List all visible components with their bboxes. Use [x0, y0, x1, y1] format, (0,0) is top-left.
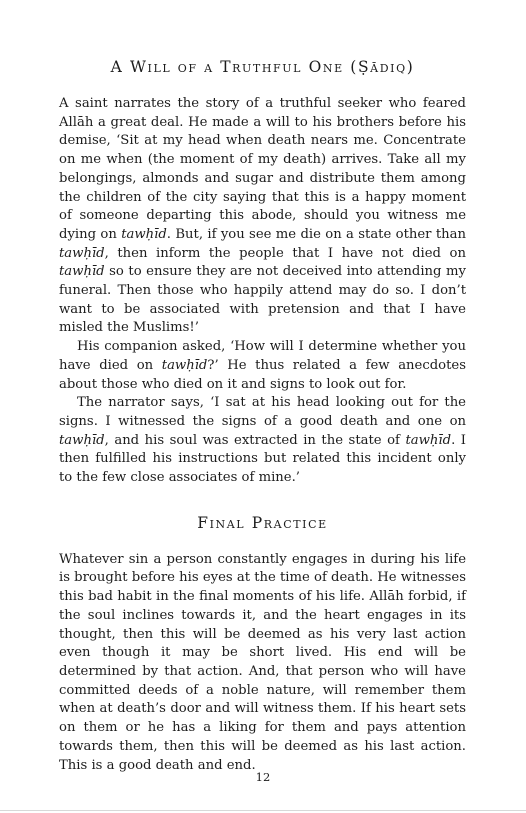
section-title-term: Ṣādiq — [357, 58, 407, 76]
text-run: . I then fulfilled his instructions but related this incident only to the few close associates of mine.’ — [59, 432, 467, 486]
page-bottom-edge — [0, 810, 526, 811]
term-tawhid: tawḥīd — [59, 245, 105, 261]
paragraph-will-2 — [59, 338, 466, 394]
text-run: The narrator says, ‘I sat at his head looking out for the signs. I witnessed the signs of a good death and one on — [59, 395, 466, 429]
text-run: , then inform the people that I have not died on — [104, 245, 466, 261]
section-title-final-practice: Final Practice — [197, 513, 328, 532]
paragraph-final-practice: Whatever sin a person constantly engages in during his life is brought before his eyes at the time of death. He witnesses this bad habit in the final moments of his life. Allāh forbid, if the soul inclines towards it, and the heart engages in its thought, then this will be deemed as his very last action even though it may be short lived. His end will be determined by that action. And, that person who will have committed deeds of a noble nature, will remember them when at death’s door and will witness them. If his heart sets on them or he has a liking for them and pays attention towards them, then this will be deemed as his last action. This is a good death and end. — [59, 551, 467, 773]
text-run: . But, if you see me die on a state other than — [166, 226, 466, 242]
term-tawhid: tawḥīd — [121, 226, 167, 242]
page-number: 12 — [255, 770, 271, 784]
text-run: , and his soul was extracted in the state of — [104, 432, 406, 448]
term-tawhid: tawḥīd — [405, 432, 452, 448]
section-title-will — [59, 56, 466, 78]
term-tawhid: tawḥīd — [59, 264, 105, 280]
paragraph-will-1 — [59, 95, 466, 338]
page-body — [59, 56, 466, 775]
section-title-text: A Will of a Truthful One ( — [110, 58, 358, 76]
term-tawhid: tawḥīd — [161, 357, 208, 373]
text-run: His companion asked, ‘How will I determine whether you have died on — [59, 339, 466, 373]
text-run: so to ensure they are not deceived into attending my funeral. Then those who happily attend may do so. I don’t want to be associated with pretension and that I have misled the Muslims!’ — [59, 264, 466, 336]
text-run: ?’ He thus related a few anecdotes about those who died on it and signs to look out for. — [59, 357, 466, 392]
section-title-close: ) — [406, 58, 415, 76]
text-run: A saint narrates the story of a truthful seeker who feared Allāh a great deal. He made a will to his brothers before his demise, ‘Sit at my head when death nears me. Concentrate on me when (the moment of my death) arrives. Take all my belongings, almonds and sugar and distribute them among the children of the city saying that this is a happy moment of someone departing this abode, should you witness me dying on — [59, 96, 466, 242]
term-tawhid: tawḥīd — [59, 432, 105, 448]
paragraph-will-3 — [59, 394, 466, 488]
